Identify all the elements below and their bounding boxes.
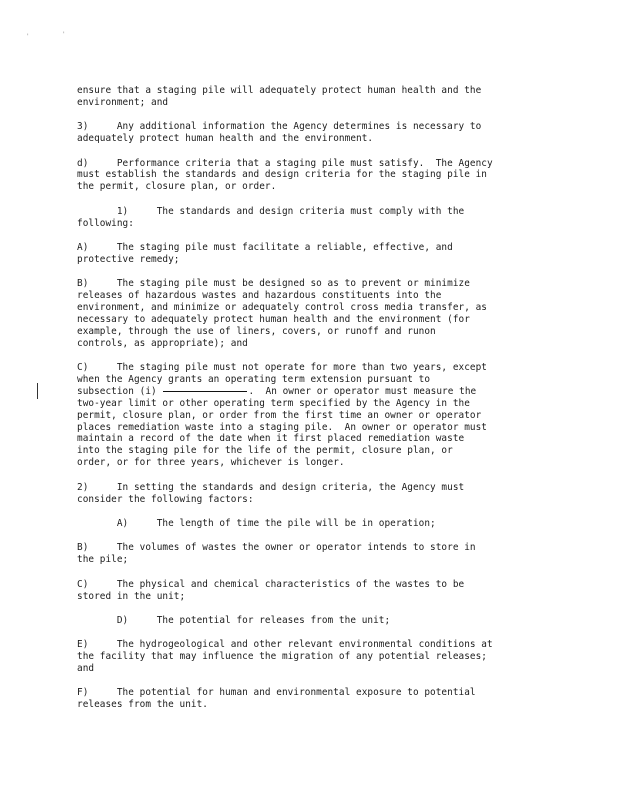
text-line: F) The potential for human and environmental exposure to potential xyxy=(77,687,476,699)
text-line: A) The length of time the pile will be in operation; xyxy=(77,517,436,529)
text-line: protective remedy; xyxy=(77,253,180,265)
text-line: following: xyxy=(77,217,134,229)
text-line: example, through the use of liners, covers, or runoff and runon xyxy=(77,325,436,337)
scan-mark: ' xyxy=(62,31,66,38)
paragraph xyxy=(77,242,547,266)
paragraph xyxy=(77,542,547,566)
text-line: D) The potential for releases from the unit; xyxy=(77,614,391,626)
text-line: ensure that a staging pile will adequately protect human health and the xyxy=(77,85,482,96)
text-line: B) The staging pile must be designed so as to prevent or minimize xyxy=(77,278,470,290)
text-line: C) The physical and chemical characteristics of the wastes to be xyxy=(77,578,465,590)
document-body xyxy=(77,85,547,711)
paragraph xyxy=(77,362,547,469)
paragraph xyxy=(77,121,547,145)
text-line: releases of hazardous wastes and hazardous constituents into the xyxy=(77,290,442,302)
text-line: the facility that may influence the migration of any potential releases; xyxy=(77,651,487,663)
text-fragment: . An owner or operator must measure the xyxy=(248,385,477,397)
text-line: order, or for three years, whichever is longer. xyxy=(77,457,345,469)
text-line: 2) In setting the standards and design criteria, the Agency must xyxy=(77,481,465,493)
text-line: 3) Any additional information the Agency determines is necessary to xyxy=(77,121,482,133)
text-line: into the staging pile for the life of the permit, closure plan, or xyxy=(77,445,453,457)
paragraph xyxy=(77,278,547,349)
text-line: adequately protect human health and the environment. xyxy=(77,133,374,145)
text-line: E) The hydrogeological and other relevant environmental conditions at xyxy=(77,639,493,651)
paragraph xyxy=(77,85,547,109)
text-line: maintain a record of the date when it first placed remediation waste xyxy=(77,433,465,445)
scan-mark: ' xyxy=(26,33,30,40)
text-line: B) The volumes of wastes the owner or operator intends to store in xyxy=(77,542,476,554)
text-line: controls, as appropriate); and xyxy=(77,337,248,349)
text-line: consider the following factors: xyxy=(77,493,254,505)
text-line: two-year limit or other operating term specified by the Agency in the xyxy=(77,397,470,409)
paragraph xyxy=(77,639,547,675)
text-line: places remediation waste into a staging pile. An owner or operator must xyxy=(77,421,487,433)
text-line: when the Agency grants an operating term extension pursuant to xyxy=(77,374,431,386)
text-line: necessary to adequately protect human health and the environment (for xyxy=(77,313,470,325)
text-line: the permit, closure plan, or order. xyxy=(77,181,277,193)
strikethrough-mark xyxy=(163,391,247,393)
text-line-with-strikeout xyxy=(77,386,547,398)
text-line: d) Performance criteria that a staging pile must satisfy. The Agency xyxy=(77,157,493,169)
paragraph xyxy=(77,518,547,530)
revision-bar xyxy=(37,383,38,399)
paragraph xyxy=(77,158,547,194)
text-line: stored in the unit; xyxy=(77,590,186,602)
text-line: releases from the unit. xyxy=(77,699,208,711)
text-line: must establish the standards and design criteria for the staging pile in xyxy=(77,169,487,181)
text-line: A) The staging pile must facilitate a reliable, effective, and xyxy=(77,242,453,254)
paragraph xyxy=(77,615,547,627)
paragraph xyxy=(77,206,547,230)
paragraph xyxy=(77,482,547,506)
text-line: permit, closure plan, or order from the first time an owner or operator xyxy=(77,409,482,421)
text-line: environment; and xyxy=(77,96,169,108)
text-line: environment, and minimize or adequately control cross media transfer, as xyxy=(77,302,487,314)
paragraph xyxy=(77,687,547,711)
paragraph xyxy=(77,579,547,603)
text-line: the pile; xyxy=(77,554,129,566)
text-fragment: subsection (i) xyxy=(77,385,157,397)
text-line: C) The staging pile must not operate for more than two years, except xyxy=(77,362,487,374)
text-line: and xyxy=(77,663,95,675)
text-line: 1) The standards and design criteria must comply with the xyxy=(77,205,465,217)
